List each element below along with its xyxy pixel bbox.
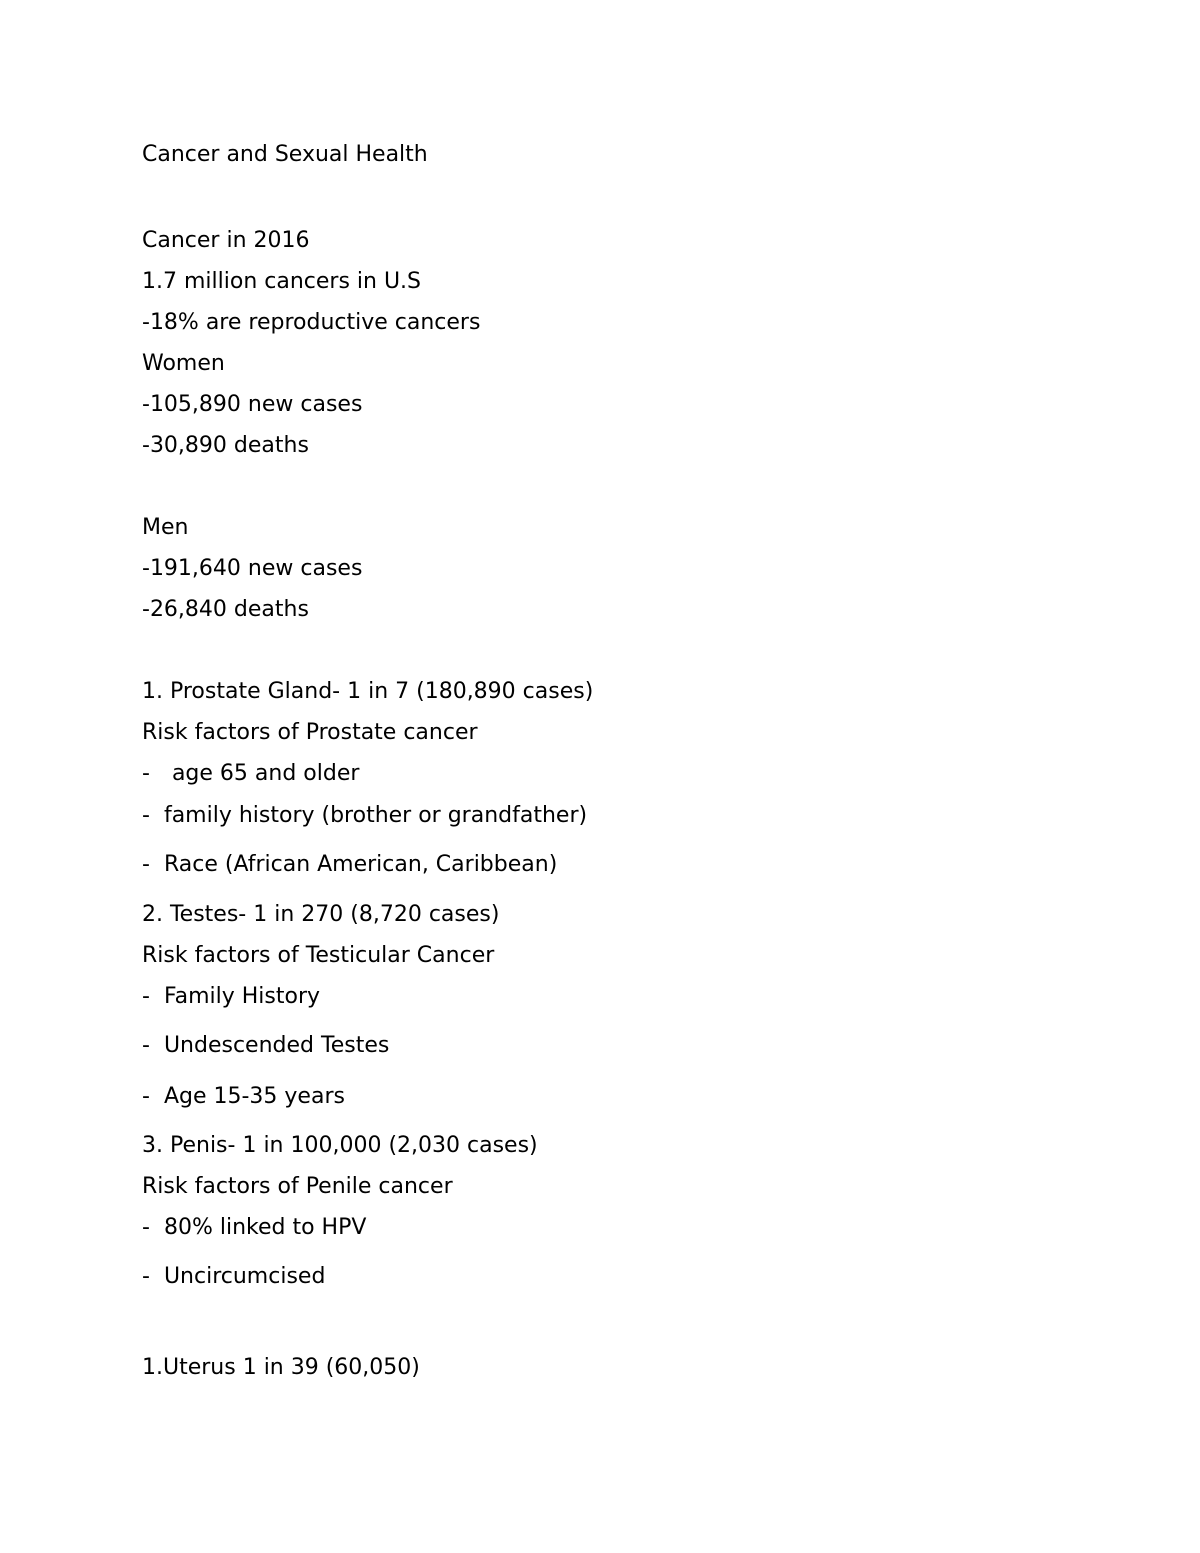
prostate-risk-item — [142, 852, 557, 878]
prostate-risk-item — [142, 803, 587, 829]
bullet-dash: - — [142, 1264, 150, 1289]
bullet-dash: - — [142, 1215, 150, 1240]
men-deaths: -26,840 deaths — [142, 597, 309, 622]
prostate-risk-item — [142, 761, 359, 787]
risk-factor-text: Age 15-35 years — [163, 1084, 345, 1109]
risk-factor-text: Uncircumcised — [163, 1264, 326, 1289]
document-title: Cancer and Sexual Health — [142, 142, 428, 167]
men-label: Men — [142, 515, 189, 540]
penis-heading: 3. Penis- 1 in 100,000 (2,030 cases) — [142, 1133, 538, 1158]
total-cancers-text: 1.7 million cancers in U.S — [142, 269, 422, 294]
risk-factor-text: 80% linked to HPV — [163, 1215, 367, 1240]
bullet-dash: - — [142, 1033, 150, 1058]
uterus-heading: 1.Uterus 1 in 39 (60,050) — [142, 1355, 420, 1380]
testes-risk-item — [142, 1084, 345, 1110]
men-new-cases: -191,640 new cases — [142, 556, 363, 581]
testes-risk-item — [142, 984, 320, 1010]
section-heading-2016: Cancer in 2016 — [142, 228, 310, 253]
penis-risk-item — [142, 1215, 366, 1241]
risk-factor-text: Race (African American, Caribbean) — [163, 852, 558, 877]
prostate-risk-heading: Risk factors of Prostate cancer — [142, 720, 478, 745]
testes-heading: 2. Testes- 1 in 270 (8,720 cases) — [142, 902, 500, 927]
bullet-dash: - — [142, 761, 150, 786]
reproductive-share-text: -18% are reproductive cancers — [142, 310, 481, 335]
bullet-dash: - — [142, 984, 150, 1009]
risk-factor-text: Family History — [163, 984, 321, 1009]
women-new-cases: -105,890 new cases — [142, 392, 363, 417]
bullet-dash: - — [142, 852, 150, 877]
women-deaths: -30,890 deaths — [142, 433, 309, 458]
risk-factor-text: age 65 and older — [171, 761, 360, 786]
women-label: Women — [142, 351, 225, 376]
risk-factor-text: Undescended Testes — [163, 1033, 390, 1058]
risk-factor-text: family history (brother or grandfather) — [163, 803, 588, 828]
penis-risk-heading: Risk factors of Penile cancer — [142, 1174, 453, 1199]
penis-risk-item — [142, 1264, 325, 1290]
testes-risk-item — [142, 1033, 389, 1059]
testes-risk-heading: Risk factors of Testicular Cancer — [142, 943, 495, 968]
prostate-heading: 1. Prostate Gland- 1 in 7 (180,890 cases) — [142, 679, 594, 704]
bullet-dash: - — [142, 803, 150, 828]
bullet-dash: - — [142, 1084, 150, 1109]
